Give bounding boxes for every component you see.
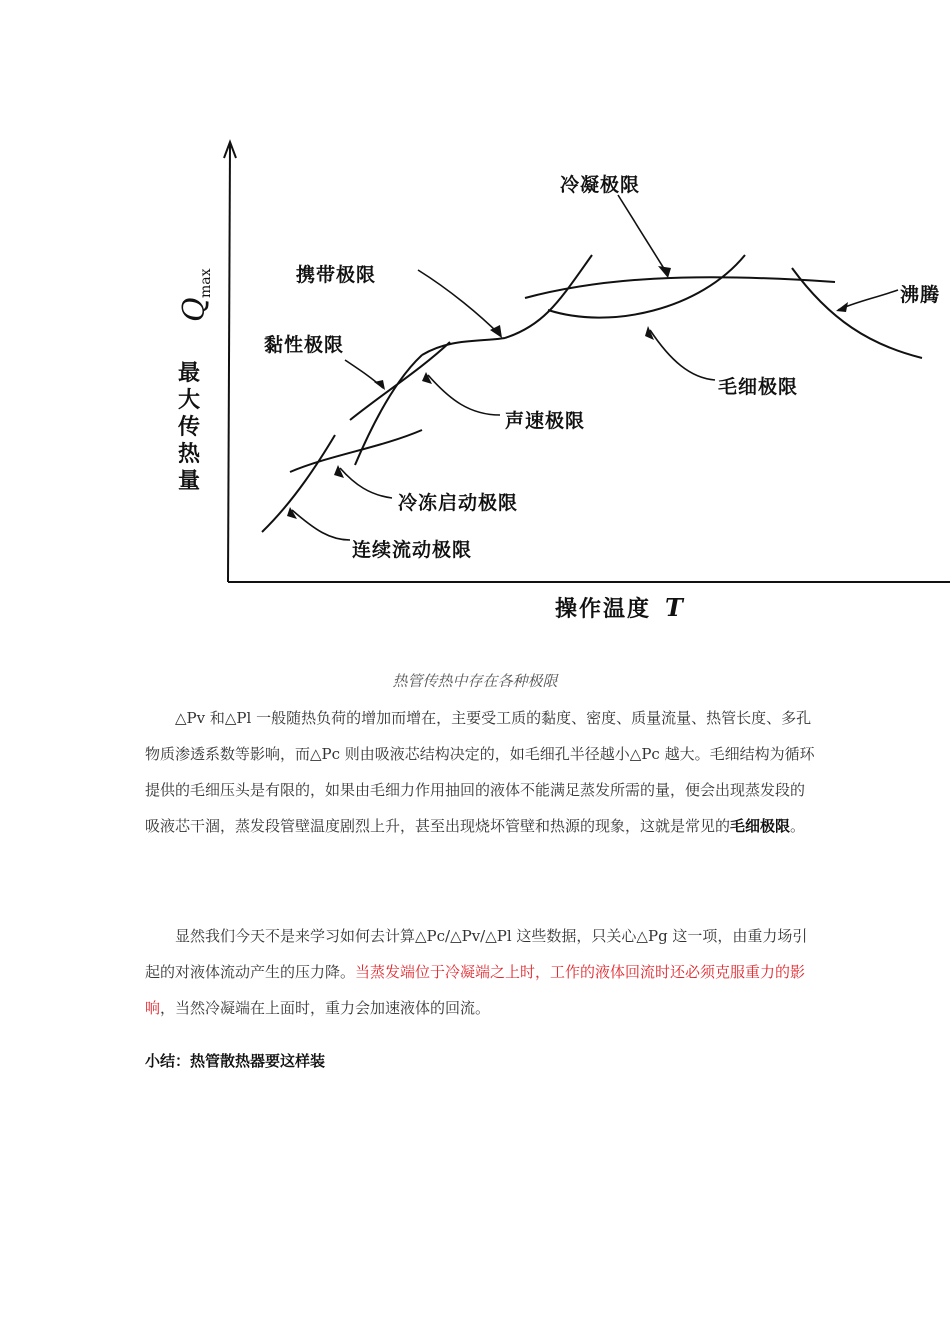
leader-entrainment: [418, 270, 500, 335]
curve-frozen-startup: [290, 430, 422, 472]
figure-caption: 热管传热中存在各种极限: [392, 672, 558, 690]
heat-pipe-limits-figure: [0, 130, 950, 640]
y-axis-symbol: [172, 262, 216, 342]
label-boiling-limit: 沸腾: [900, 284, 941, 306]
paragraph1-text: △Pv 和△Pl 一般随热负荷的增加而增在，主要受工质的黏度、密度、质量流量、热管长度、多孔物质渗透系数等影响，而△Pc 则由吸液芯结构决定的，如毛细孔半径越小△Pc 越大。毛细结构为循环提供的毛细压头是有限的，如果由毛细力作用抽回的液体不能满足蒸发所需的量，便会出现蒸发段的吸液芯干涸，蒸发段管壁温度剧烈上升，甚至出现烧坏管壁和热源的现象，这就是常见的: [145, 709, 815, 835]
leader-continuous-flow: [292, 510, 350, 540]
x-axis-label-text: 操作温度: [555, 597, 652, 622]
label-condensation-limit: 冷凝极限: [560, 174, 641, 196]
arrowhead-boiling: [836, 302, 848, 312]
x-axis-symbol: T: [665, 593, 685, 622]
paragraph2-highlight: 当蒸发端位于冷凝端之上时，工作的液体回流时还必须克服重力的影响: [145, 963, 806, 1017]
label-viscous-limit: 黏性极限: [264, 334, 345, 356]
y-symbol-q: Q: [177, 297, 212, 322]
paragraph2-end: ，当然冷凝端在上面时，重力会加速液体的回流。: [160, 999, 491, 1017]
capillary-limit-term: 毛细极限: [730, 817, 791, 835]
y-symbol-sub: max: [198, 268, 214, 298]
paragraph-capillary-limit: [145, 700, 815, 844]
paragraph-gravity: [145, 918, 815, 1026]
label-sonic-limit: 声速极限: [505, 410, 586, 432]
curve-upper-arc: [525, 277, 835, 298]
leader-condensation: [618, 195, 668, 275]
y-axis-label: 最大传热量: [178, 361, 201, 494]
leader-frozen-startup: [340, 468, 392, 498]
label-frozen-startup-limit: 冷冻启动极限: [398, 492, 519, 514]
label-continuous-flow-limit: 连续流动极限: [352, 539, 473, 561]
x-axis-label: [555, 592, 685, 623]
curve-sonic-upper: [422, 338, 505, 355]
paragraph2-text: 显然我们今天不是来学习如何去计算△Pc/△Pv/△Pl 这些数据，只关心△Pg 这一项，由重力场引起的对液体流动产生的压力降。: [145, 927, 808, 981]
paragraph1-end: 。: [790, 817, 806, 835]
leader-sonic: [428, 375, 500, 415]
arrowhead-condensation: [658, 266, 671, 278]
curve-entrainment: [505, 255, 592, 338]
y-axis: [228, 144, 230, 582]
curve-continuous-flow: [262, 435, 335, 532]
label-entrainment-limit: 携带极限: [296, 264, 377, 286]
limits-diagram: [0, 130, 950, 640]
label-capillary-limit: 毛细极限: [718, 376, 799, 398]
leader-capillary: [650, 330, 715, 380]
summary-heading: 小结：热管散热器要这样装: [145, 1052, 326, 1070]
